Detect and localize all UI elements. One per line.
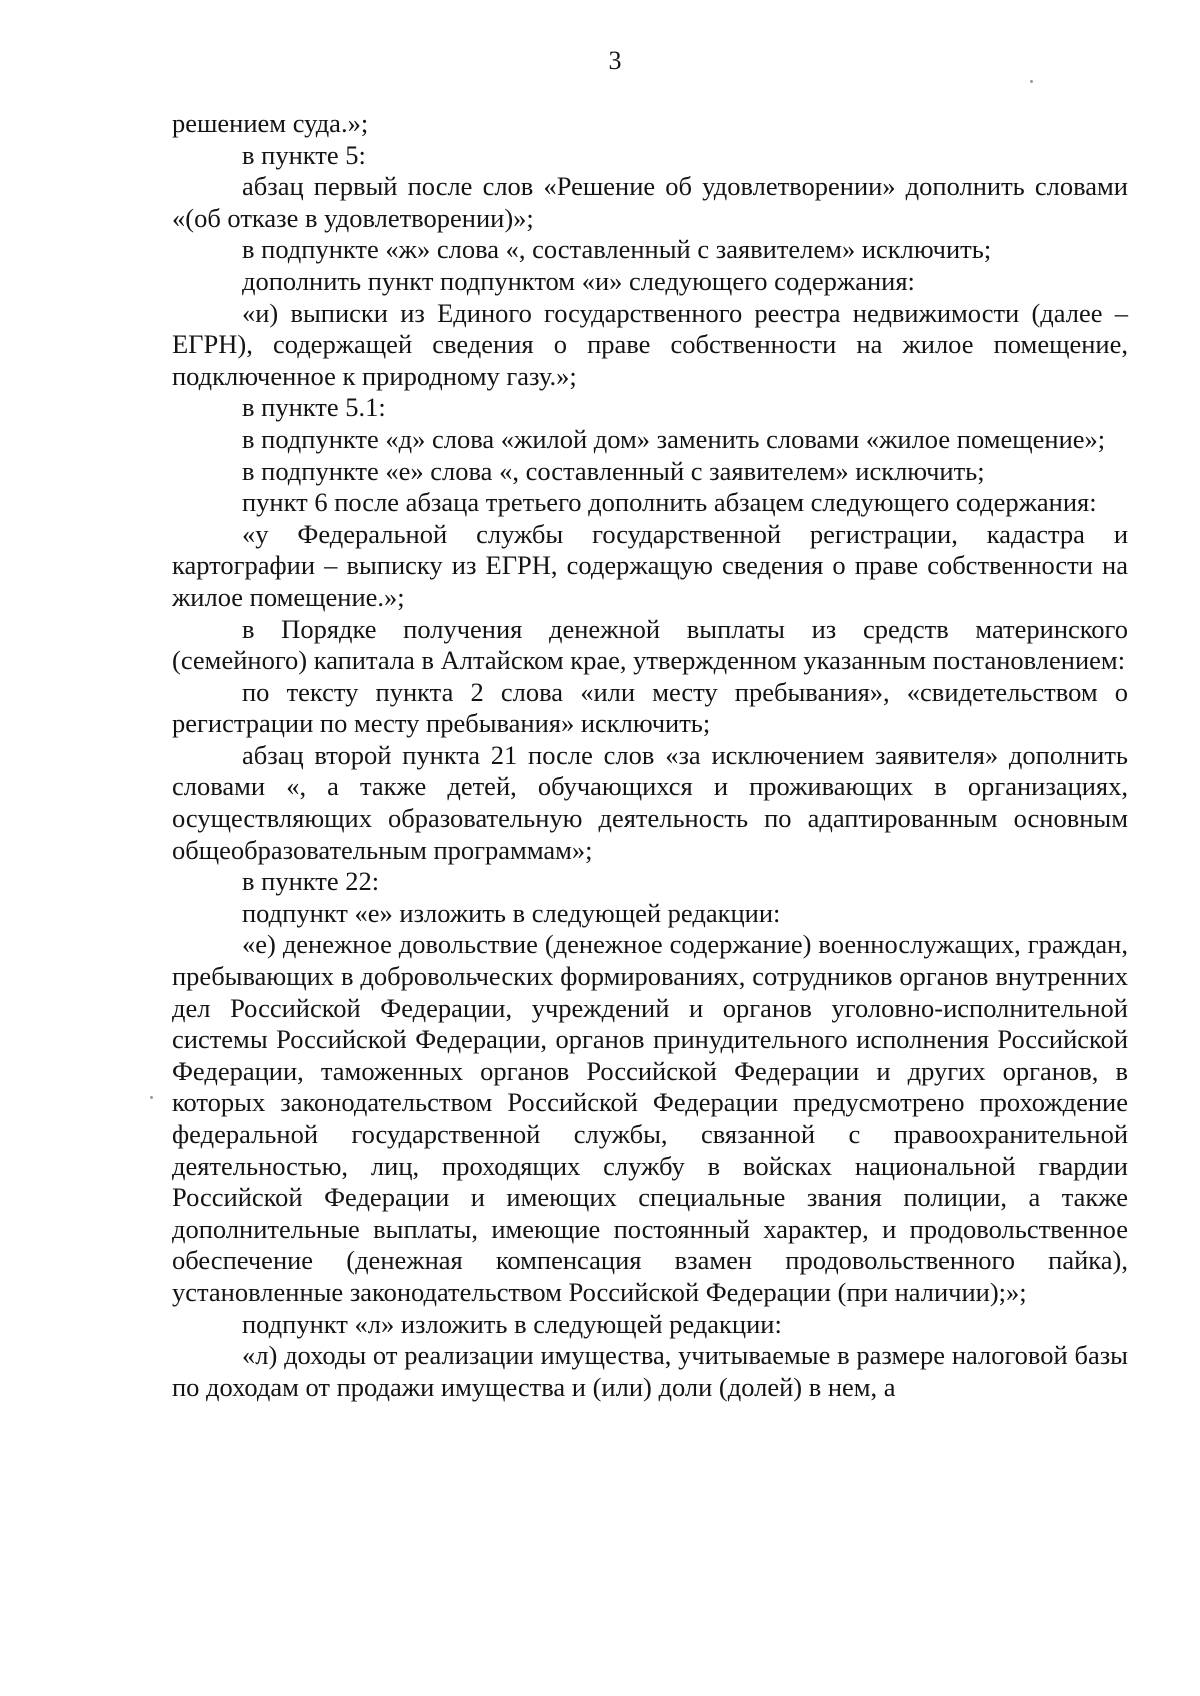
paragraph-9: в подпункте «е» слова «, составленный с заявителем» исключить; xyxy=(242,455,985,486)
paragraph-12: в Порядке получения денежной выплаты из средств материнского (семейного) капитала в Алтайском крае, утвержденном указанным постановлением: xyxy=(172,613,1128,676)
paragraph-10: пункт 6 после абзаца третьего дополнить абзацем следующего содержания: xyxy=(242,487,1097,518)
paragraph-17: «е) денежное довольствие (денежное содержание) военнослужащих, граждан, пребывающих в добровольческих формированиях, сотрудников органов внутренних дел Российской Федерации, учреждений и органов уголовно-исполнительной системы Российской Федерации, органов принудительного исполнения Российской Федерации, таможенных органов Российской Федерации и других органов, в которых законодательством Российской Федерации предусмотрено прохождение федеральной государственной службы, связанной с правоохранительной деятельностью, лиц, проходящих службу в войсках национальной гвардии Российской Федерации и имеющих специальные звания полиции, а также дополнительные выплаты, имеющие постоянный характер, и продовольственное обеспечение (денежная компенсация взамен продовольственного пайка), установленные законодательством Российской Федерации (при наличии);»; xyxy=(172,929,1128,1307)
paragraph-13: по тексту пункта 2 слова «или месту пребывания», «свидетельством о регистрации по месту пребывания» исключить; xyxy=(172,676,1128,739)
paragraph-8: в подпункте «д» слова «жилой дом» заменить словами «жилое помещение»; xyxy=(242,423,1106,454)
paragraph-5: дополнить пункт подпунктом «и» следующего содержания: xyxy=(242,265,915,296)
paragraph-3: абзац первый после слов «Решение об удовлетворении» дополнить словами «(об отказе в удовлетворении)»; xyxy=(172,171,1128,233)
scan-speck xyxy=(1030,80,1033,83)
paragraph-14: абзац второй пункта 21 после слов «за исключением заявителя» дополнить словами «, а также детей, обучающихся и проживающих в организациях, осуществляющих образовательную деятельность по адаптированным основным общеобразовательным программам»; xyxy=(172,739,1128,865)
paragraph-2: в пункте 5: xyxy=(242,139,366,170)
paragraph-1: решением суда.»; xyxy=(172,108,369,138)
document-body xyxy=(172,108,1128,1403)
page-number: 3 xyxy=(608,46,622,75)
paragraph-4: в подпункте «ж» слова «, составленный с заявителем» исключить; xyxy=(242,234,992,265)
paragraph-18: подпункт «л» изложить в следующей редакции: xyxy=(242,1308,782,1339)
paragraph-7: в пункте 5.1: xyxy=(242,392,386,423)
paragraph-6: «и) выписки из Единого государственного реестра недвижимости (далее – ЕГРН), содержащей сведения о праве собственности на жилое помещение, подключенное к природному газу.»; xyxy=(172,297,1128,391)
scan-speck xyxy=(150,1096,153,1099)
paragraph-19: «л) доходы от реализации имущества, учитываемые в размере налоговой базы по доходам от продажи имущества и (или) доли (долей) в нем, а xyxy=(172,1340,1128,1402)
paragraph-15: в пункте 22: xyxy=(242,866,380,897)
paragraph-11: «у Федеральной службы государственной регистрации, кадастра и картографии – выписку из ЕГРН, содержащую сведения о праве собственности на жилое помещение.»; xyxy=(172,518,1128,612)
paragraph-16: подпункт «е» изложить в следующей редакции: xyxy=(242,897,781,928)
